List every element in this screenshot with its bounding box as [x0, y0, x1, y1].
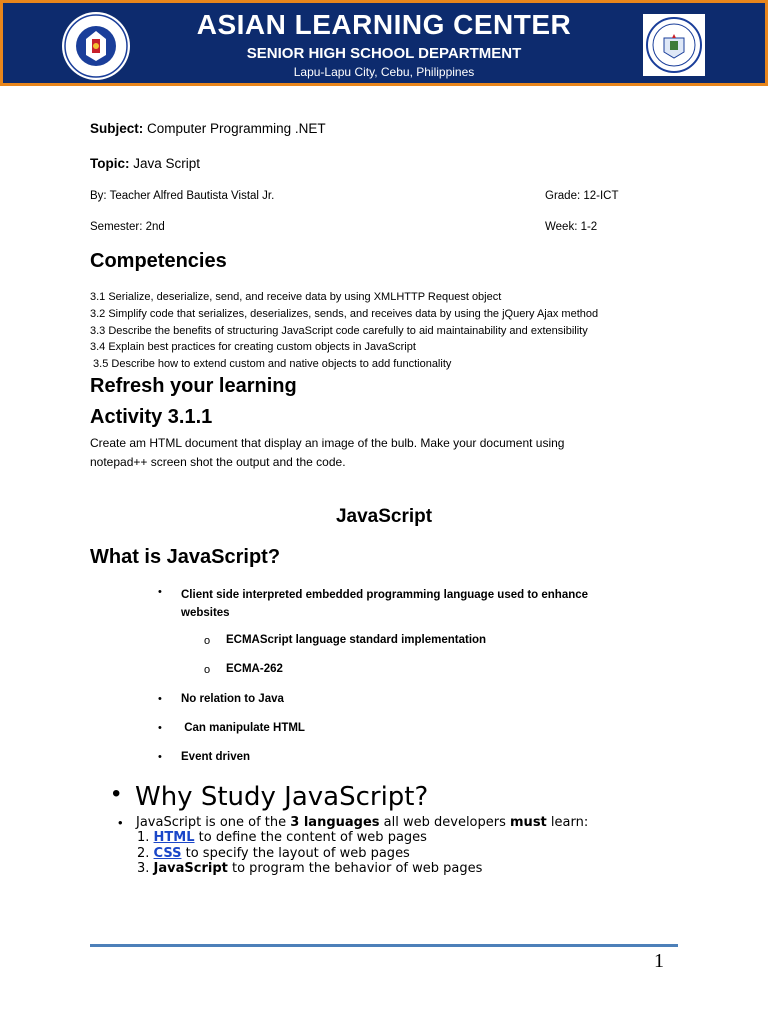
why-intro-text: learn:	[546, 815, 589, 830]
bullet-text: Client side interpreted embedded programming language used to enhance	[181, 589, 589, 601]
competency-item: 3.4 Explain best practices for creating custom objects in JavaScript	[90, 341, 416, 354]
why-list	[137, 830, 482, 877]
bullet-icon: •	[158, 751, 162, 763]
school-name: ASIAN LEARNING CENTER	[196, 9, 572, 40]
css-link[interactable]: CSS	[153, 845, 182, 861]
competency-item: 3.3 Describe the benefits of structuring JavaScript code carefully to aid maintainability and extensibility	[90, 324, 588, 337]
week: Week: 1-2	[545, 221, 598, 233]
what-is-javascript-heading: What is JavaScript?	[90, 546, 281, 568]
topic-label: Topic:	[90, 156, 130, 171]
why-item-javascript	[137, 861, 482, 877]
activity-heading: Activity 3.1.1	[90, 406, 213, 428]
header-banner	[0, 0, 768, 86]
competency-item: 3.2 Simplify code that serializes, deserializes, sends, and receives data by using the jQuery Ajax method	[90, 307, 599, 320]
activity-instructions	[90, 434, 564, 472]
subject-line	[90, 121, 326, 136]
bullet-no-relation: No relation to Java	[181, 693, 284, 705]
activity-text-line: Create am HTML document that display an image of the bulb. Make your document using	[90, 436, 565, 450]
list-number: 1.	[137, 830, 150, 845]
page-number: 1	[654, 950, 664, 972]
sub-bullet-icon: o	[204, 664, 211, 676]
why-item-css	[137, 846, 482, 862]
list-text: to program the behavior of web pages	[227, 861, 483, 876]
list-text: to define the content of web pages	[194, 830, 427, 845]
sub-bullet-ecma262: ECMA-262	[226, 663, 283, 675]
why-study-heading: Why Study JavaScript?	[135, 782, 429, 812]
why-intro-text: all web developers	[379, 815, 511, 830]
competency-item: 3.1 Serialize, deserialize, send, and receive data by using XMLHTTP Request object	[90, 291, 502, 303]
list-bold: JavaScript	[153, 861, 228, 876]
why-item-html	[137, 830, 482, 846]
why-intro-bold: must	[510, 815, 547, 830]
why-intro-text: JavaScript is one of the	[136, 815, 291, 830]
bullet-icon: •	[158, 722, 162, 734]
sub-bullet-icon: o	[204, 635, 211, 647]
subject-value: Computer Programming .NET	[147, 121, 326, 136]
school-location: Lapu-Lapu City, Cebu, Philippines	[293, 65, 475, 79]
footer-divider	[90, 944, 678, 947]
bullet-icon: •	[158, 586, 162, 598]
activity-text-line: notepad++ screen shot the output and the code.	[90, 455, 346, 469]
bullet-text: websites	[181, 607, 230, 619]
competencies-list	[90, 289, 598, 373]
why-intro-bold: 3 languages	[290, 815, 380, 830]
list-number: 3.	[137, 861, 150, 876]
semester: Semester: 2nd	[90, 221, 165, 233]
why-intro	[136, 815, 588, 831]
topic-value: Java Script	[133, 156, 201, 171]
javascript-heading: JavaScript	[335, 506, 433, 527]
school-logo-icon	[643, 14, 705, 76]
bullet-icon: •	[158, 693, 162, 705]
sub-bullet-ecmascript: ECMAScript language standard implementation	[226, 634, 487, 646]
refresh-heading: Refresh your learning	[90, 375, 297, 397]
bullet-manipulate-html: Can manipulate HTML	[181, 722, 305, 734]
bullet-client-side	[181, 586, 588, 622]
teacher-name: By: Teacher Alfred Bautista Vistal Jr.	[90, 190, 275, 202]
list-number: 2.	[137, 845, 150, 861]
department-name: SENIOR HIGH SCHOOL DEPARTMENT	[246, 45, 522, 62]
bullet-icon: •	[112, 780, 121, 807]
grade: Grade: 12-ICT	[545, 190, 619, 202]
bullet-icon: •	[118, 815, 123, 830]
list-text: to specify the layout of web pages	[181, 845, 410, 861]
competencies-heading: Competencies	[90, 250, 227, 272]
topic-line	[90, 156, 200, 171]
html-link[interactable]: HTML	[153, 830, 195, 845]
subject-label: Subject:	[90, 121, 144, 136]
competency-item: 3.5 Describe how to extend custom and native objects to add functionality	[90, 358, 452, 371]
bullet-event-driven: Event driven	[181, 751, 251, 763]
